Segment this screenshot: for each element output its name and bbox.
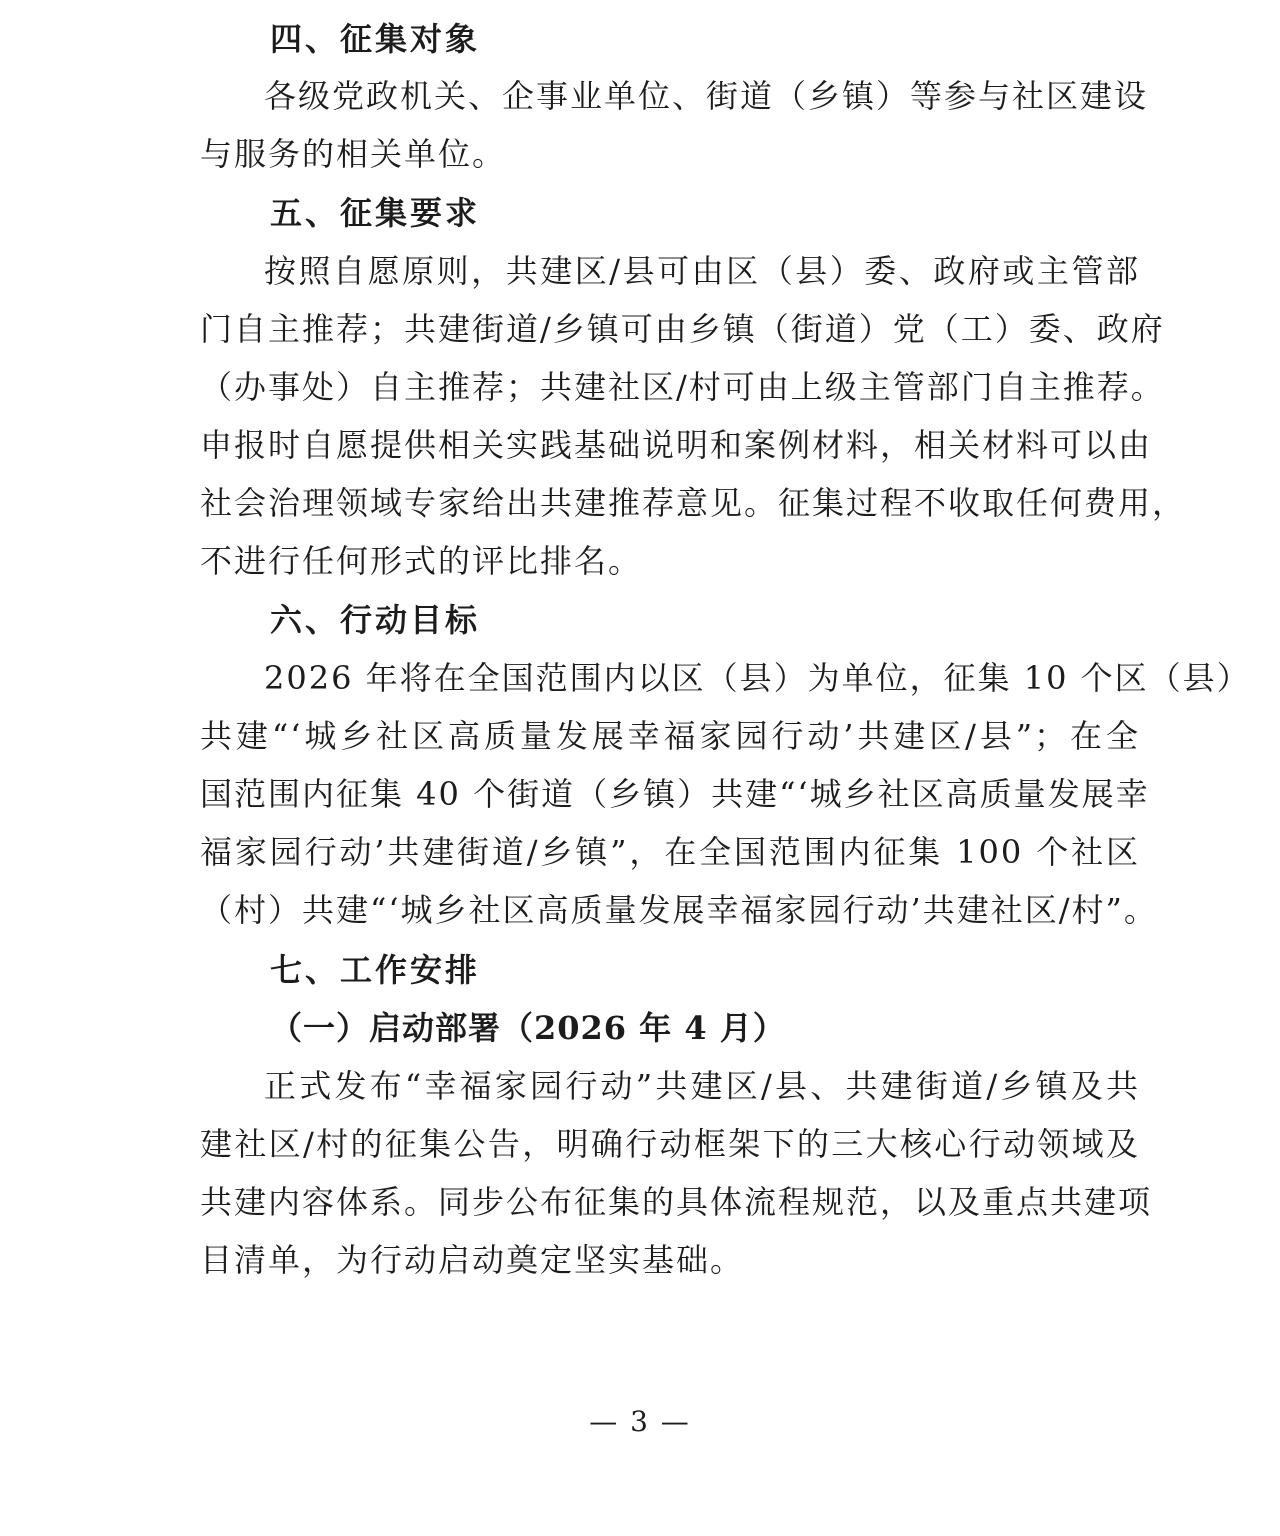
paragraph-line: 不进行任何形式的评比排名。 [200,542,643,580]
paragraph-line: 共建内容体系。同步公布征集的具体流程规范，以及重点共建项 [200,1183,1153,1221]
paragraph-line: 建社区/村的征集公告，明确行动框架下的三大核心行动领域及 [200,1125,1140,1163]
paragraph-line: 2026 年将在全国范围内以区（县）为单位，征集 10 个区（县） [264,659,1251,697]
paragraph-line: 福家园行动’共建街道/乡镇”，在全国范围内征集 100 个社区 [200,833,1140,871]
subsection-heading: （一）启动部署（2026 年 4 月） [270,1009,786,1047]
paragraph-line: 申报时自愿提供相关实践基础说明和案例材料，相关材料可以由 [200,426,1153,464]
paragraph-line: 正式发布“幸福家园行动”共建区/县、共建街道/乡镇及共 [264,1067,1140,1105]
paragraph-line: 目清单，为行动启动奠定坚实基础。 [200,1241,745,1279]
section-heading-6: 六、行动目标 [270,601,481,639]
section-heading-4: 四、征集对象 [270,20,481,58]
paragraph-line: （村）共建“‘城乡社区高质量发展幸福家园行动’共建社区/村”。 [200,891,1158,929]
paragraph-line: 门自主推荐；共建街道/乡镇可由乡镇（街道）党（工）委、政府 [200,310,1165,348]
page-number: — 3 — [589,1405,691,1438]
paragraph-line: 与服务的相关单位。 [200,135,507,173]
paragraph-line: （办事处）自主推荐；共建社区/村可由上级主管部门自主推荐。 [200,368,1165,406]
section-heading-7: 七、工作安排 [270,951,481,989]
paragraph-line: 按照自愿原则，共建区/县可由区（县）委、政府或主管部 [264,252,1140,290]
section-heading-5: 五、征集要求 [270,194,481,232]
paragraph-line: 各级党政机关、企事业单位、街道（乡镇）等参与社区建设 [264,77,1149,115]
paragraph-line: 共建“‘城乡社区高质量发展幸福家园行动’共建区/县”；在全 [200,717,1140,755]
paragraph-line: 社会治理领域专家给出共建推荐意见。征集过程不收取任何费用， [200,484,1187,522]
paragraph-line: 国范围内征集 40 个街道（乡镇）共建“‘城乡社区高质量发展幸 [200,775,1150,813]
